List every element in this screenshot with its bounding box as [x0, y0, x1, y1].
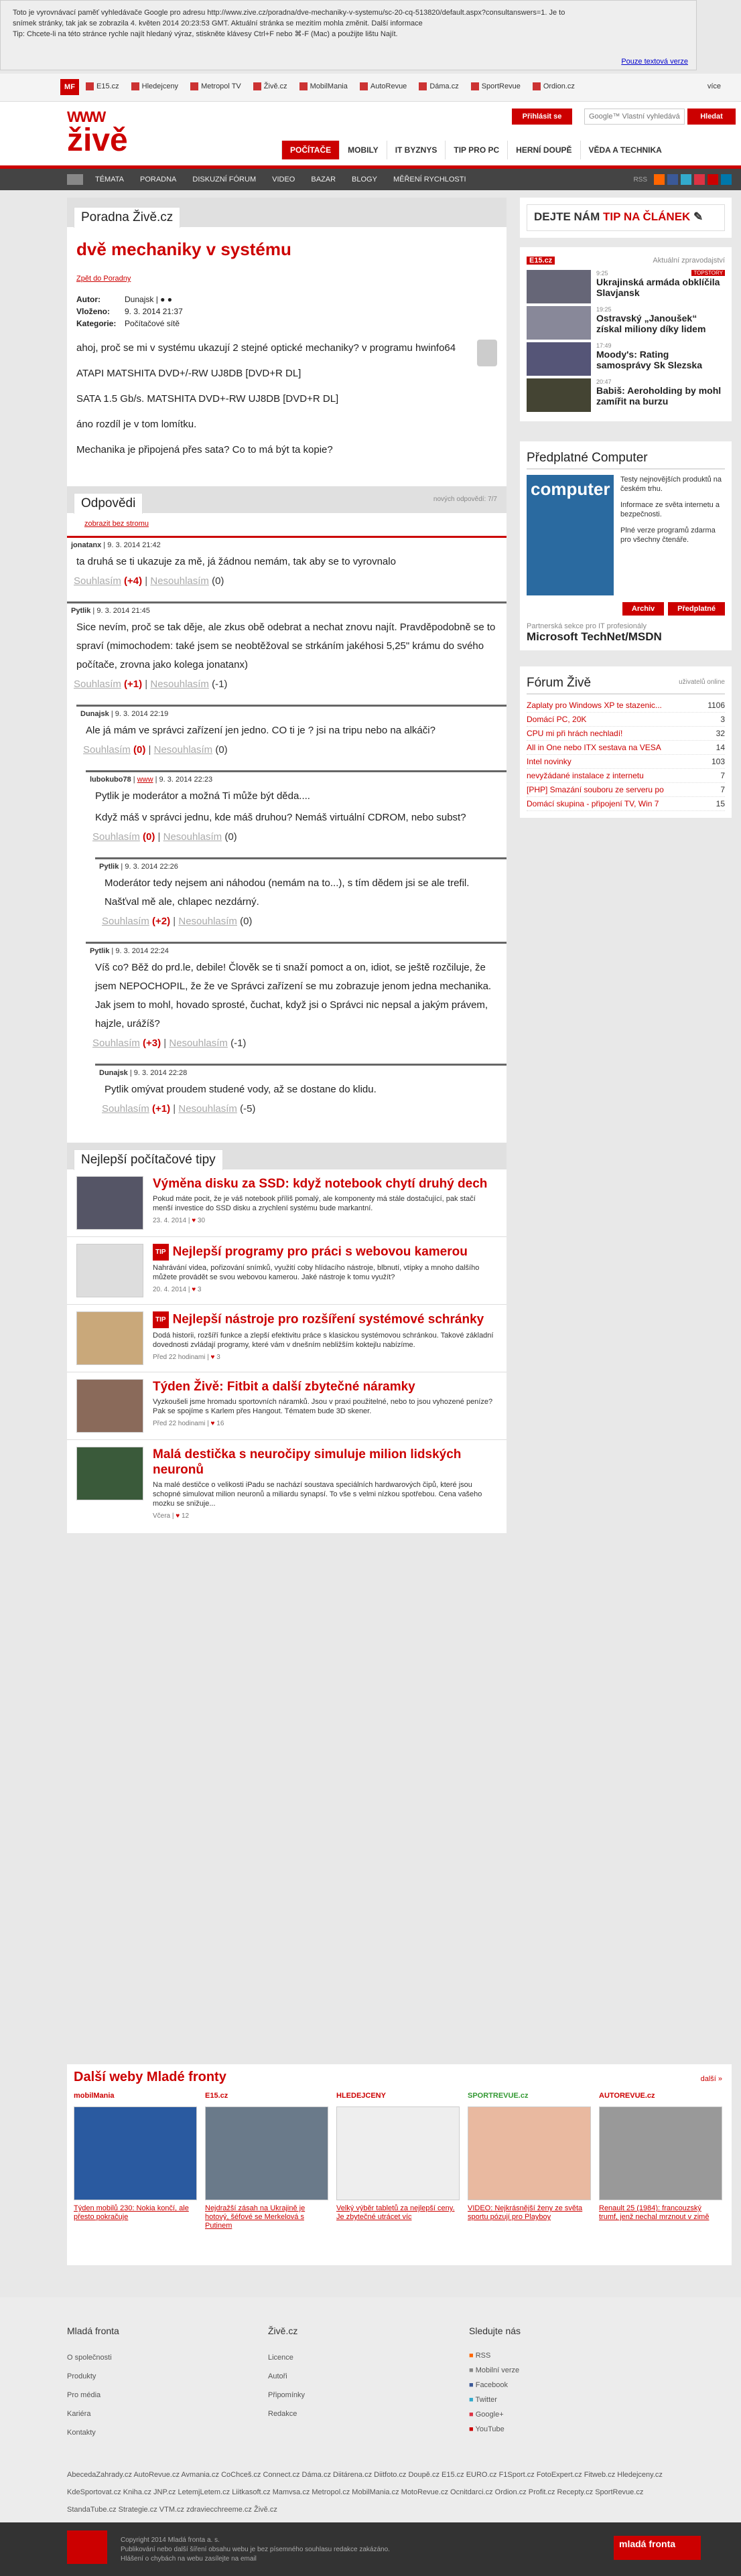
comment: Pytlik | 9. 3. 2014 22:26 Moderátor tedy nejsem ani náhodou (nemám na to...), s tím dědem jsi se ale trefil. Našťval mě ale, chlapec nezdárný. Souhlasím (+2) | Nesouhlasím (0): [95, 857, 507, 935]
question-body: [76, 339, 497, 459]
computer-subscription: [520, 441, 732, 650]
comments-icon: ♥: [192, 1217, 196, 1224]
comment-author[interactable]: lubokubo78: [90, 776, 131, 784]
tip-item[interactable]: Malá destička s neuročipy simuluje milion lidských neuronů Na malé destičce o velikosti iPadu se nachází soustava speciálních hardwarových čipů, které jsou schopné simulovat milion neuronů a miliardu synapsí. To vše s velmi nízkou spotřebou. Cena vašeho mozku se snižuje... Včera | ♥ 12: [67, 1440, 507, 1533]
agree-link[interactable]: Souhlasím: [102, 916, 149, 927]
comment-date: 9. 3. 2014 22:26: [125, 863, 178, 871]
e15-thumb: [527, 306, 591, 340]
footer-follow-link[interactable]: ■ Twitter: [469, 2396, 497, 2404]
footer-link[interactable]: Připomínky: [268, 2391, 306, 2399]
agree-link[interactable]: Souhlasím: [74, 678, 121, 690]
tip-item[interactable]: Týden Živě: Fitbit a další zbytečné náramky Vyzkoušeli jsme hromadu sportovních náramků. Jsou v praxi použitelné, nebo to jsou vyhozené peníze? Pak se spojíme s Karlem přes Hangout. Tématem bude 3D skener. Před 22 hodinami | ♥ 16: [67, 1372, 507, 1440]
tip-perex: Pokud máte pocit, že je váš notebook příliš pomalý, ale komponenty má stále dostačující, pak stačí menší investice do SSD disku a zrychlení systému bude markantní.: [153, 1195, 476, 1212]
footer-follow-link[interactable]: ■ Facebook: [469, 2381, 509, 2389]
disagree-link[interactable]: Nesouhlasím: [169, 1037, 228, 1049]
footer-follow-link[interactable]: ■ RSS: [469, 2352, 491, 2360]
comment-author[interactable]: Pytlik: [99, 863, 119, 871]
tip-badge: TIP: [153, 1311, 169, 1328]
site-icon: [253, 82, 261, 90]
tip-comments[interactable]: 3: [197, 1286, 202, 1293]
tip-item[interactable]: TIP Nejlepší programy pro práci s webovou kamerou Nahrávání videa, pořizování snímků, využití coby hlídacího nástroje, blbnutí, vtípky a mnoho dalšího můžete provádět se svou webovou kamerou. Jaké nástroje k tomu využít? 20. 4. 2014 | ♥ 3: [67, 1237, 507, 1305]
mf-card[interactable]: [599, 2092, 722, 2230]
meta-key: Vloženo:: [76, 307, 110, 316]
mobile-icon: ■: [469, 2366, 474, 2374]
disagree-link[interactable]: Nesouhlasím: [153, 744, 213, 756]
mf-site-link[interactable]: Hledejceny: [131, 82, 178, 90]
comment-author[interactable]: Pytlik: [71, 607, 91, 615]
subscribe-button[interactable]: Předplatné: [668, 602, 725, 616]
google-plus-icon[interactable]: [694, 174, 705, 185]
disagree-count: (-1): [230, 1037, 247, 1049]
rss-icon[interactable]: [654, 174, 665, 185]
tip-perex: Nahrávání videa, pořizování snímků, využití coby hlídacího nástroje, blbnutí, vtípky a mnoho dalšího můžete provádět se svou webovou kamerou. Jaké nástroje k tomu využít?: [153, 1264, 480, 1281]
youtube-icon: ■: [469, 2425, 474, 2433]
partner-name: Microsoft TechNet/MSDN: [527, 630, 662, 643]
subscription-title: Předplatné Computer: [527, 448, 725, 470]
tip-comments[interactable]: 12: [182, 1512, 190, 1520]
comment-text: Pytlik je moderátor a možná Ti může být děda....: [95, 790, 310, 802]
mf-card-title[interactable]: Velký výběr tabletů za nejlepší ceny. Je zbytečné utrácet víc: [336, 2204, 455, 2221]
forum-thread[interactable]: Domácí skupina - připojení TV, Win 7 15: [527, 797, 725, 811]
main-nav: [281, 141, 670, 159]
mf-card-image[interactable]: [599, 2106, 722, 2200]
subscription-text: Informace ze světa internetu a bezpečnosti.: [620, 501, 720, 518]
disagree-count: (-5): [240, 1103, 256, 1115]
subnav-poradna[interactable]: PORADNA: [139, 175, 177, 184]
text-only-link[interactable]: Pouze textová verze: [621, 58, 688, 66]
comment-date: 9. 3. 2014 21:42: [107, 541, 161, 549]
subnav-mereni[interactable]: MĚŘENÍ RYCHLOSTI: [393, 175, 466, 184]
mf-site-link[interactable]: Dáma.cz: [419, 82, 458, 90]
mf-more-link[interactable]: další »: [700, 2075, 722, 2083]
forum-thread[interactable]: Domácí PC, 20K 3: [527, 713, 725, 727]
comment: jonatanx | 9. 3. 2014 21:42 ta druhá se ti ukazuje za mě, já žádnou nemám, tak aby se to vyrovnalo Souhlasím (+4) | Nesouhlasím (0): [67, 536, 507, 595]
comment: lubokubo78 | www | 9. 3. 2014 22:23 Pytlik je moderátor a možná Ti může být děda.... Když máš v správci jednu, kde máš druhou? Nemáš virtuální CDROM, nebo subst? Souhlasím (0) | Nesouhlasím (0): [86, 770, 507, 851]
question-paragraph: ahoj, proč se mi v systému ukazují 2 stejné optické mechaniky? v programu hwinfo64: [76, 342, 456, 354]
mf-card-logo: mobilMania: [74, 2092, 115, 2100]
more-sites-link[interactable]: více: [707, 82, 721, 90]
tip-item[interactable]: Výměna disku za SSD: když notebook chytí druhý dech Pokud máte pocit, že je váš notebook příliš pomalý, ale komponenty má stále dostačující, pak stačí menší investice do SSD disku a zrychlení systému bude markantní. 23. 4. 2014 | ♥ 30: [67, 1169, 507, 1237]
linkedin-icon[interactable]: [721, 174, 732, 185]
comment-text: ta druhá se ti ukazuje za mě, já žádnou nemám, tak aby se to vyrovnalo: [76, 556, 396, 567]
sub-nav: [0, 169, 741, 190]
comment-text: Sice nevím, proč se tak děje, ale zkus obě odebrat a nechat znovu najít. Pravděpodobně se to spraví (mimochodem: také jsem se neobtěžoval se strkáním jakéhosi 5,25" krámu do svého počítače, zrovna jako kolega jonatanx): [76, 622, 496, 670]
section-title: Poradna Živě.cz: [74, 207, 180, 228]
site-header: [0, 102, 741, 165]
comments-icon: ♥: [210, 1354, 215, 1361]
disagree-count: (0): [212, 575, 224, 587]
comments-icon: ♥: [210, 1420, 215, 1427]
tip-title[interactable]: Nejlepší nástroje pro rozšíření systémové schránky: [172, 1312, 484, 1327]
comment-author[interactable]: jonatanx: [71, 541, 102, 549]
agree-count: (0): [143, 831, 155, 843]
e15-item[interactable]: 9:25 TOPSTORY Ukrajinská armáda obklíčila Slavjansk: [527, 270, 725, 303]
e15-thumb: [527, 270, 591, 303]
zive-logo[interactable]: WWW živě: [67, 109, 128, 158]
footer-link[interactable]: Redakce: [268, 2410, 297, 2418]
mf-card-logo: SPORTREVUE.cz: [468, 2092, 529, 2100]
footer-link[interactable]: Pro média: [67, 2391, 101, 2399]
mf-footer-logo[interactable]: [67, 2530, 107, 2564]
archive-button[interactable]: Archiv: [622, 602, 664, 616]
tip-title[interactable]: Nejlepší programy pro práci s webovou kamerou: [172, 1244, 468, 1259]
youtube-icon[interactable]: [708, 174, 718, 185]
disagree-count: (0): [224, 831, 237, 843]
comment-text: Víš co? Běž do prd.le, debile! Člověk se ti snaží pomoct a on, idiot, se ještě rozčiluje, že jsem NEPOCHOPIL, že že ve Správci zařízení se mu zobrazuje jenom jedna mechanika. Jak jsem to mohl, hovado sprosté, čuchat, když jsi o Správci nic nepsal a jakým právem, hajzle, urážíš?: [95, 962, 492, 1029]
tip-date: 20. 4. 2014: [153, 1286, 187, 1293]
mf-site-link[interactable]: MobilMania: [299, 82, 348, 90]
footer-col-zive: Živě.cz Licence Autoři Připomínky Redakce: [268, 2325, 469, 2442]
question-title: dvě mechaniky v systému: [76, 239, 291, 259]
agree-count: (0): [133, 744, 146, 756]
back-to-poradna-link[interactable]: Zpět do Poradny: [76, 275, 131, 283]
footer-network-links[interactable]: AbecedaZahrady.cz AutoRevue.cz Avmania.cz CoChceš.cz Connect.cz Dáma.cz Diitárena.cz Diitfoto.cz Doupě.cz E15.cz EURO.cz F1Sport.cz FotoExpert.cz Fitweb.cz Hledejceny.cz KdeSportovat.cz Kniha.cz JNP.cz LetemjLetem.cz Liitkasoft.cz Mamvsa.cz Metropol.cz MobilMania.cz MotoRevue.cz Ocnitdarci.cz Ordion.cz Profit.cz Recepty.cz SportRevue.cz StandaTube.cz Strategie.cz VTM.cz zdraviecchreeme.cz Živě.cz: [67, 2471, 663, 2514]
comment-text: Ale já mám ve správci zařízení jen jedno. CO ti je ? jsi na tripu nebo na alkáči?: [86, 725, 435, 736]
show-flat-link[interactable]: zobrazit bez stromu: [84, 520, 149, 528]
footer-link[interactable]: Licence: [268, 2354, 293, 2362]
tip-badge: TIP: [153, 1244, 169, 1261]
forum-thread[interactable]: All in One nebo ITX sestava na VESA 14: [527, 741, 725, 755]
e15-item[interactable]: 20:47 Babiš: Aeroholding by mohl zamířit na burzu: [527, 378, 725, 412]
answers-count: nových odpovědí: 7/7: [433, 496, 497, 503]
tip-date: Před 22 hodinami: [153, 1420, 206, 1427]
tip-title[interactable]: Malá destička s neuročipy simuluje milion lidských neuronů: [153, 1447, 462, 1477]
comment-author[interactable]: Dunajsk: [80, 710, 109, 718]
tip-thumbnail[interactable]: [76, 1311, 143, 1365]
agree-link[interactable]: Souhlasím: [92, 1037, 140, 1049]
comment: Pytlik | 9. 3. 2014 22:24 Víš co? Běž do prd.le, debile! Člověk se ti snaží pomoct a on, idiot, se ještě rozčiluje, že jsem NEPOCHOPIL, že že ve Správci zařízení se mu zobrazuje jenom jedna mechanika. Jak jsem to mohl, hovado sprosté, čuchat, když jsi o Správci nic nepsal a jakým právem, hajzle, urážíš? Souhlasím (+3) | Nesouhlasím (-1): [86, 942, 507, 1057]
tip-title[interactable]: Výměna disku za SSD: když notebook chytí druhý dech: [153, 1177, 488, 1191]
agree-count: (+1): [152, 1103, 171, 1115]
comment: Dunajsk | 9. 3. 2014 22:28 Pytlik omývat proudem studené vody, až se dostane do klidu. Souhlasím (+1) | Nesouhlasím (-5): [95, 1064, 507, 1123]
meta-author[interactable]: Dunajsk | ● ●: [125, 295, 172, 304]
tips-header: [67, 1143, 507, 1169]
disagree-count: (-1): [212, 678, 228, 690]
mf-card[interactable]: [74, 2092, 197, 2230]
nav-veda-technika[interactable]: VĚDA A TECHNIKA: [580, 141, 670, 159]
disagree-link[interactable]: Nesouhlasím: [178, 916, 237, 927]
comments-icon: ♥: [176, 1512, 180, 1520]
footer-link[interactable]: Autoři: [268, 2372, 287, 2380]
site-icon: [131, 82, 139, 90]
send-tip-button[interactable]: DEJTE NÁM TIP NA ČLÁNEK ✎: [527, 204, 725, 231]
tip-thumbnail[interactable]: [76, 1176, 143, 1230]
facebook-icon: ■: [469, 2381, 474, 2389]
disagree-link[interactable]: Nesouhlasím: [150, 678, 209, 690]
disagree-count: (0): [215, 744, 228, 756]
subnav-forum[interactable]: DISKUZNÍ FÓRUM: [192, 175, 257, 184]
e15-thumb: [527, 378, 591, 412]
comment-text: Moderátor tedy nejsem ani náhodou (nemám na to...), s tím dědem jsi se ale trefil. Našťval mě ale, chlapec nezdárný.: [105, 877, 470, 908]
agree-count: (+3): [143, 1037, 161, 1049]
subnav-bazar[interactable]: BAZAR: [311, 175, 336, 184]
question-paragraph: Mechanika je připojená přes sata? Co to má být ta kopie?: [76, 444, 333, 455]
magazine-cover[interactable]: computer: [527, 475, 614, 595]
footer-bottom: Copyright 2014 Mladá fronta a. s. Publikování nebo další šíření obsahu webu je bez písemného souhlasu redakce zakázáno. Hlášení o chybách na webu zasílejte na email mladá fronta: [0, 2522, 741, 2576]
mf-network-section: [67, 2064, 732, 2265]
mf-card-image[interactable]: [74, 2106, 197, 2200]
footer-link[interactable]: Produkty: [67, 2372, 96, 2380]
nav-tip-pro-pc[interactable]: TIP PRO PC: [445, 141, 507, 159]
tip-perex: Dodá historii, rozšíří funkce a zlepší efektivitu práce s klasickou systémovou schránkou. Takové základní dovednosti zvládají programy, které vám v dnešním nebližším koktejlu nabízíme.: [153, 1332, 494, 1349]
answers-title: Odpovědi: [74, 493, 143, 514]
mf-card-title[interactable]: Renault 25 (1984): francouzský trumf, jenž nechal mrznout v zimě: [599, 2204, 710, 2221]
comment: Dunajsk | 9. 3. 2014 22:19 Ale já mám ve správci zařízení jen jedno. CO ti je ? jsi na tripu nebo na alkáči? Souhlasím (0) | Nesouhlasím (0): [76, 705, 507, 764]
meta-category: Počítačové sítě: [125, 319, 180, 328]
facebook-icon[interactable]: [667, 174, 678, 185]
comment-text: Když máš v správci jednu, kde máš druhou? Nemáš virtuální CDROM, nebo subst?: [95, 812, 466, 823]
site-icon: [533, 82, 541, 90]
agree-link[interactable]: Souhlasím: [102, 1103, 149, 1115]
home-icon[interactable]: [67, 174, 83, 185]
agree-link[interactable]: Souhlasím: [83, 744, 131, 756]
tip-perex: Na malé destičce o velikosti iPadu se nachází soustava speciálních hardwarových čipů, které jsou schopné simulovat milion neuronů a miliardu synapsí. To vše s velmi nízkou spotřebou. Cena vašeho mozku se snižuje...: [153, 1481, 482, 1508]
comment-date: 9. 3. 2014 21:45: [96, 607, 150, 615]
tips-title: Nejlepší počítačové tipy: [74, 1149, 223, 1170]
agree-link[interactable]: Souhlasím: [92, 831, 140, 843]
e15-item[interactable]: 17:49 Moody's: Rating samosprávy Sk Slezska: [527, 342, 725, 376]
social-links: [633, 174, 732, 185]
mf-card[interactable]: [336, 2092, 460, 2230]
sidebar: [520, 198, 732, 827]
nav-it-byznys[interactable]: IT BYZNYS: [387, 141, 446, 159]
question-paragraph: SATA 1.5 Gb/s. MATSHITA DVD+-RW UJ8DB [DVD+R DL]: [76, 393, 339, 405]
cache-line-3: Tip: Chcete-li na této stránce rychle najít hledaný výraz, stiskněte klávesy Ctrl+F nebo ⌘-F (Mac) a použijte lištu Najít.: [13, 30, 398, 38]
mf-network-bar: [0, 74, 741, 102]
footer-link[interactable]: O společnosti: [67, 2354, 112, 2362]
tip-thumbnail[interactable]: [76, 1244, 143, 1297]
topstory-badge: TOPSTORY: [691, 270, 725, 276]
mf-card-image[interactable]: [468, 2106, 591, 2200]
search-button[interactable]: Hledat: [687, 109, 736, 125]
twitter-icon: ■: [469, 2396, 474, 2404]
tip-date: Před 22 hodinami: [153, 1354, 206, 1361]
google-plus-icon: ■: [469, 2411, 474, 2419]
comment: Pytlik | 9. 3. 2014 21:45 Sice nevím, proč se tak děje, ale zkus obě odebrat a nechat znovu najít. Pravděpodobně se to spraví (mimochodem: také jsem se neobtěžoval se strkáním jakéhosi 5,25" krámu do svého počítače, zrovna jako kolega jonatanx) Souhlasím (+1) | Nesouhlasím (-1): [67, 601, 507, 698]
site-icon: [360, 82, 368, 90]
comment-author[interactable]: Pytlik: [90, 947, 110, 955]
tip-thumbnail[interactable]: [76, 1379, 143, 1433]
comment-date: 9. 3. 2014 22:23: [159, 776, 213, 784]
mf-site-link[interactable]: SportRevue: [471, 82, 521, 90]
forum-thread[interactable]: [PHP] Smazání souboru ze serveru po 7: [527, 783, 725, 797]
subnav-video[interactable]: VIDEO: [272, 175, 295, 184]
comment-date: 9. 3. 2014 22:24: [115, 947, 169, 955]
subnav-blogy[interactable]: BLOGY: [352, 175, 377, 184]
forum-thread[interactable]: nevyžádané instalace z internetu 7: [527, 769, 725, 783]
forum-thread[interactable]: Zaplaty pro Windows XP te stazenic... 1106: [527, 699, 725, 713]
tip-comments[interactable]: 3: [216, 1354, 220, 1361]
e15-title[interactable]: Moody's: Rating samosprávy Sk Slezska: [596, 349, 702, 370]
mf-card[interactable]: [468, 2092, 591, 2230]
e15-updated: Aktuální zpravodajství: [653, 257, 725, 265]
cache-line-2: snímek stránky, tak jak se zobrazila 4. květen 2014 20:23:53 GMT. Aktuální stránka se mezitím mohla změnit. Další informace: [13, 19, 423, 27]
rss-label: RSS: [633, 175, 647, 184]
online-users: uživatelů online: [679, 678, 725, 686]
tip-perex: Vyzkoušeli jsme hromadu sportovních náramků. Jsou v praxi použitelné, nebo to jsou vyhozené peníze? Pak se spojíme s Karlem přes Hangout. Tématem bude 3D skener.: [153, 1398, 493, 1415]
forum-thread[interactable]: Intel novinky 103: [527, 755, 725, 769]
mf-site-link[interactable]: Živě.cz: [253, 82, 287, 90]
forum-thread[interactable]: CPU mi při hrách nechladí! 32: [527, 727, 725, 741]
e15-thumb: [527, 342, 591, 376]
lock-icon: [477, 340, 497, 366]
footer-follow-link[interactable]: ■ Google+: [469, 2411, 504, 2419]
question-paragraph: ATAPI MATSHITA DVD+/-RW UJ8DB [DVD+R DL]: [76, 368, 301, 379]
comment-author[interactable]: Dunajsk: [99, 1069, 128, 1077]
mf-card[interactable]: [205, 2092, 328, 2230]
cache-line-1: Toto je vyrovnávací paměť vyhledávače Google pro adresu http://www.zive.cz/poradna/dve-mechaniky-v-systemu/sc-20-cq-513820/default.aspx?consultanswers=1. Je to: [13, 9, 565, 17]
mlada-fronta-logo[interactable]: mladá fronta: [614, 2536, 701, 2560]
mf-card-title[interactable]: Nejdražší zásah na Ukrajině je hotový, šéfové se Merkelová s Putinem: [205, 2204, 306, 2230]
site-icon: [419, 82, 427, 90]
agree-count: (+1): [124, 678, 143, 690]
mf-card-title[interactable]: VIDEO: Nejkrásnější ženy ze světa sportu pózují pro Playboy: [468, 2204, 583, 2221]
question-meta: [76, 293, 497, 330]
site-icon: [299, 82, 308, 90]
footer: [0, 2297, 741, 2576]
meta-key: Kategorie:: [76, 319, 117, 328]
disagree-link[interactable]: Nesouhlasím: [178, 1103, 237, 1115]
footer-link[interactable]: Kariéra: [67, 2410, 91, 2418]
site-icon: [86, 82, 94, 90]
site-icon: [471, 82, 479, 90]
subnav-temata[interactable]: TÉMATA: [95, 175, 124, 184]
mf-card-image[interactable]: [336, 2106, 460, 2200]
meta-key: Autor:: [76, 295, 100, 304]
comments-icon: ♥: [192, 1286, 196, 1293]
mf-section-title: Další weby Mladé fronty: [74, 2070, 226, 2084]
e15-item[interactable]: 19:25 Ostravský „Janoušek“ získal miliony díky lidem: [527, 306, 725, 340]
e15-title[interactable]: Babiš: Aeroholding by mohl zamířit na burzu: [596, 385, 722, 407]
tip-comments[interactable]: 30: [197, 1217, 206, 1224]
footer-follow-link[interactable]: ■ Mobilní verze: [469, 2366, 520, 2374]
e15-logo[interactable]: E15.cz: [527, 257, 555, 265]
tip-thumbnail[interactable]: [76, 1447, 143, 1500]
pencil-icon: ✎: [693, 210, 703, 223]
twitter-icon[interactable]: [681, 174, 691, 185]
e15-title[interactable]: Ostravský „Janoušek“ získal miliony díky lidem: [596, 313, 706, 334]
search-input[interactable]: [584, 109, 685, 125]
section-header: [67, 198, 507, 227]
site-icon: [190, 82, 198, 90]
forum-title: Fórum Živě: [527, 676, 592, 690]
e15-title[interactable]: Ukrajinská armáda obklíčila Slavjansk: [596, 277, 720, 298]
footer-col-follow: Sledujte nás ■ RSS ■ Mobilní verze ■ Facebook ■ Twitter ■ Google+ ■ YouTube: [469, 2325, 670, 2442]
cache-notice: [0, 0, 697, 70]
comment-date: 9. 3. 2014 22:28: [133, 1069, 188, 1077]
mf-card-logo: AUTOREVUE.cz: [599, 2092, 655, 2100]
tip-comments[interactable]: 16: [216, 1420, 224, 1427]
e15-widget: [520, 247, 732, 421]
comment-date: 9. 3. 2014 22:19: [115, 710, 169, 718]
mf-site-link[interactable]: E15.cz: [86, 82, 119, 90]
tip-date: Včera: [153, 1512, 171, 1520]
main-content: [67, 198, 507, 1533]
mf-card-image[interactable]: [205, 2106, 328, 2200]
nav-pocitace[interactable]: POČÍTAČE: [281, 141, 339, 159]
subscription-text: Plné verze programů zdarma pro všechny čtenáře.: [620, 526, 716, 544]
comment-www-link[interactable]: www: [137, 776, 153, 784]
subscription-text: Testy nejnovějších produktů na českém trhu.: [620, 476, 722, 493]
tip-title[interactable]: Týden Živě: Fitbit a další zbytečné náramky: [153, 1380, 415, 1394]
partner-section[interactable]: Partnerská sekce pro IT profesionály Microsoft TechNet/MSDN: [527, 622, 725, 644]
tip-item[interactable]: TIP Nejlepší nástroje pro rozšíření systémové schránky Dodá historii, rozšíří funkce a zlepší efektivitu práce s klasickou systémovou schránkou. Takové základní dovednosti zvládají programy, které vám v dnešním nebližším koktejlu nabízíme. Před 22 hodinami | ♥ 3: [67, 1305, 507, 1372]
footer-follow-link[interactable]: ■ YouTube: [469, 2425, 504, 2433]
disagree-link[interactable]: Nesouhlasím: [150, 575, 209, 587]
footer-col-mf: Mladá fronta O společnosti Produkty Pro média Kariéra Kontakty: [67, 2325, 268, 2442]
mf-site-link[interactable]: Metropol TV: [190, 82, 241, 90]
footer-link[interactable]: Kontakty: [67, 2429, 96, 2437]
mf-logo[interactable]: MF: [60, 79, 79, 95]
disagree-link[interactable]: Nesouhlasím: [163, 831, 222, 843]
forum-widget: [520, 666, 732, 818]
meta-date: 9. 3. 2014 21:37: [125, 307, 183, 316]
agree-count: (+4): [124, 575, 143, 587]
mf-sites: [86, 82, 575, 90]
mf-site-link[interactable]: Ordion.cz: [533, 82, 575, 90]
login-button[interactable]: Přihlásit se: [512, 109, 572, 125]
mf-card-logo: E15.cz: [205, 2092, 228, 2100]
question: [67, 227, 507, 480]
disagree-count: (0): [240, 916, 253, 927]
agree-count: (+2): [152, 916, 171, 927]
question-paragraph: áno rozdíl je v tom lomítku.: [76, 419, 197, 430]
mf-card-logo: HLEDEJCENY: [336, 2092, 386, 2100]
answers-header: [67, 486, 507, 513]
mf-site-link[interactable]: AutoRevue: [360, 82, 407, 90]
comment-text: Pytlik omývat proudem studené vody, až se dostane do klidu.: [105, 1084, 377, 1095]
tip-date: 23. 4. 2014: [153, 1217, 187, 1224]
nav-herni-doupe[interactable]: HERNÍ DOUPĚ: [507, 141, 580, 159]
agree-link[interactable]: Souhlasím: [74, 575, 121, 587]
nav-mobily[interactable]: MOBILY: [339, 141, 387, 159]
mf-card-title[interactable]: Týden mobilů 230: Nokia končí, ale přesto pokračuje: [74, 2204, 189, 2221]
rss-icon: ■: [469, 2352, 474, 2360]
